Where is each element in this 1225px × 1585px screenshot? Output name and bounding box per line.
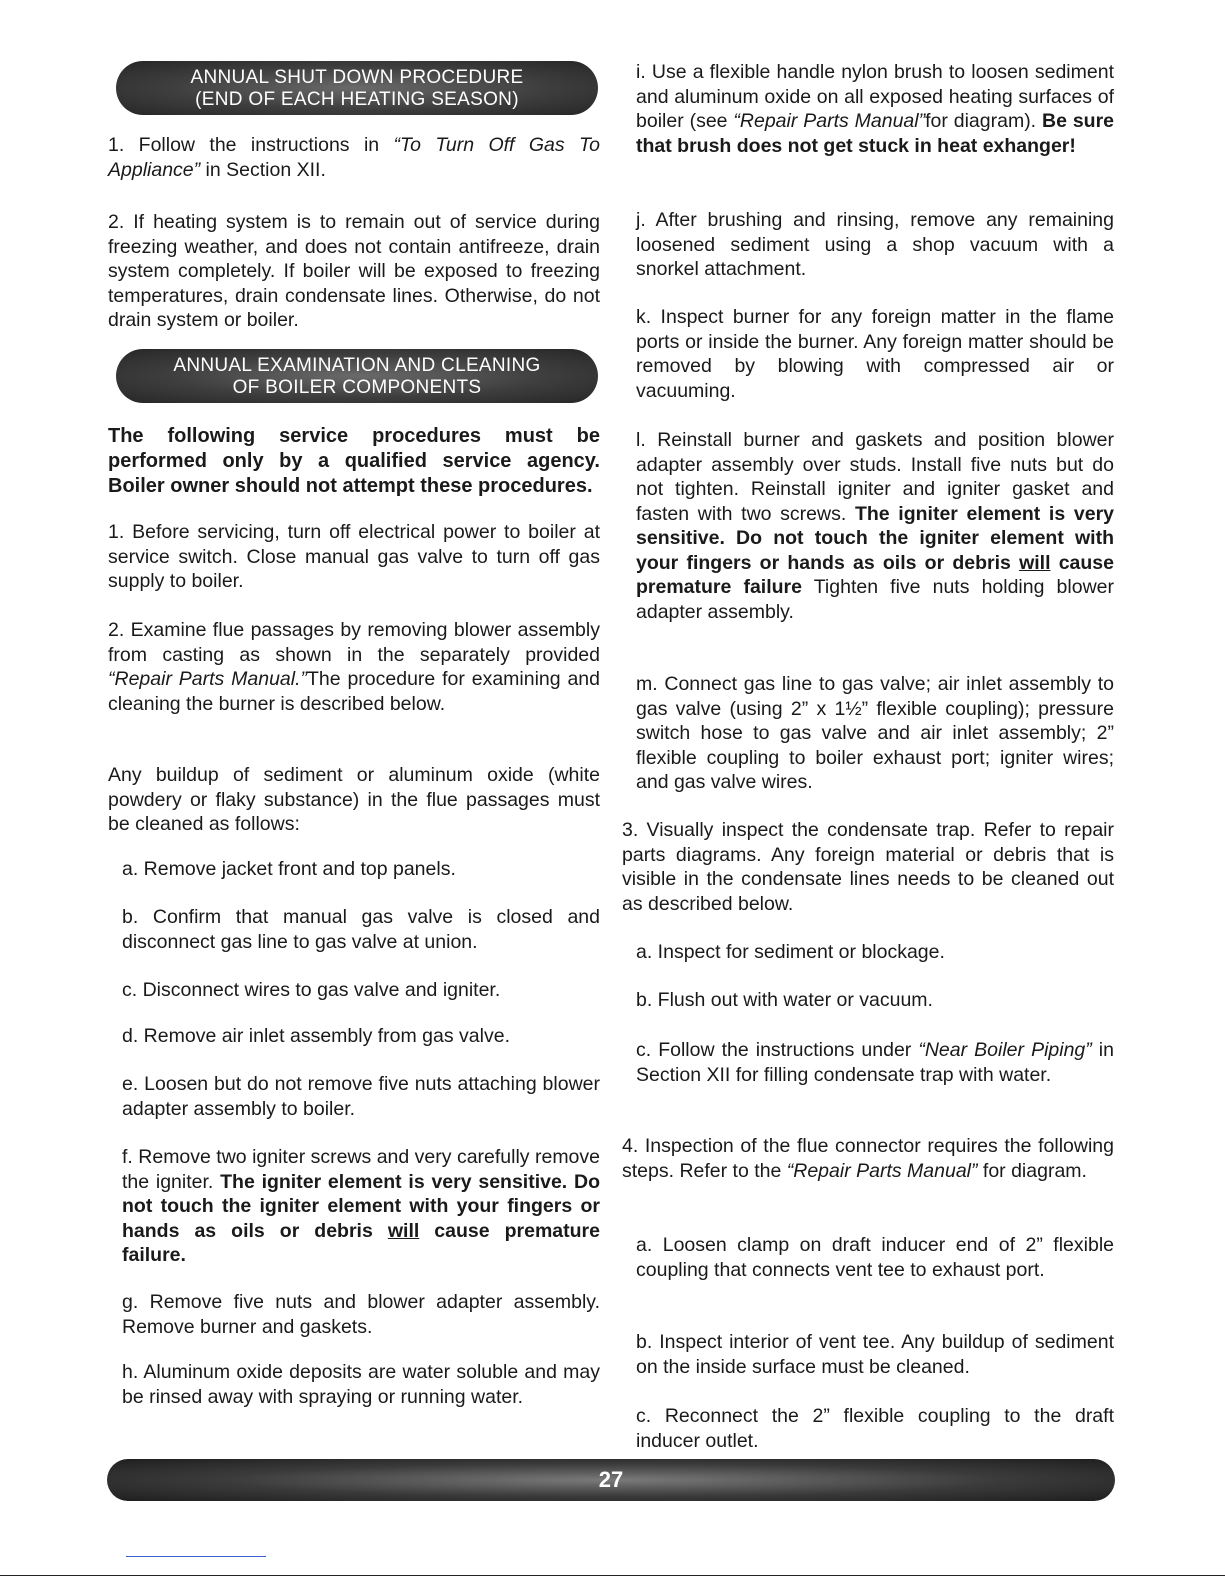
- step-g: g. Remove five nuts and blower adapter assembly. Remove burner and gaskets.: [122, 1291, 600, 1338]
- exam-step-2: 2. Examine flue passages by removing blower assembly from casting as shown in the separately provided “Repair Parts Manual.”The procedure for examining and cleaning the burner is described below.: [108, 619, 600, 715]
- divider: [126, 1556, 266, 1557]
- banner-line-1: ANNUAL EXAMINATION AND CLEANING: [173, 355, 541, 376]
- step-h: h. Aluminum oxide deposits are water soluble and may be rinsed away with spraying or running water.: [122, 1361, 600, 1408]
- step-b: b. Confirm that manual gas valve is closed and disconnect gas line to gas valve at union.: [122, 906, 600, 953]
- condensate-step-a: a. Inspect for sediment or blockage.: [636, 941, 945, 963]
- divider: [0, 1575, 1225, 1576]
- condensate-step-3: 3. Visually inspect the condensate trap. Refer to repair parts diagrams. Any foreign material or debris that is visible in the condensate lines needs to be cleaned out as described below.: [622, 819, 1114, 915]
- qualified-agency-warning: The following service procedures must be performed only by a qualified service agency. Boiler owner should not attempt these procedures.: [108, 425, 600, 497]
- shutdown-step-1: 1. Follow the instructions in “To Turn Off Gas To Appliance” in Section XII.: [108, 134, 601, 181]
- step-d: d. Remove air inlet assembly from gas valve.: [122, 1025, 510, 1047]
- step-i: i. Use a flexible handle nylon brush to loosen sediment and aluminum oxide on all exposed heating surfaces of boiler (see “Repair Parts Manual”for diagram). Be sure that brush does not get stuck in heat exhanger!: [636, 61, 1115, 157]
- step-c: c. Disconnect wires to gas valve and igniter.: [122, 979, 501, 1001]
- footer-bar: [107, 1459, 1115, 1501]
- banner-line-2: (END OF EACH HEATING SEASON): [195, 89, 519, 110]
- step-j: j. After brushing and rinsing, remove any remaining loosened sediment using a shop vacuum with a snorkel attachment.: [636, 209, 1114, 280]
- step-f: f. Remove two igniter screws and very carefully remove the igniter. The igniter element is very sensitive. Do not touch the igniter element with your fingers or hands as oils or debris will cause premature failure.: [122, 1146, 600, 1266]
- flue-step-b: b. Inspect interior of vent tee. Any buildup of sediment on the inside surface must be cleaned.: [636, 1331, 1114, 1378]
- flue-connector-step-4: 4. Inspection of the flue connector requires the following steps. Refer to the “Repair Parts Manual” for diagram.: [622, 1135, 1114, 1182]
- banner-line-1: ANNUAL SHUT DOWN PROCEDURE: [190, 67, 524, 88]
- step-k: k. Inspect burner for any foreign matter in the flame ports or inside the burner. Any foreign matter should be removed by blowing with compressed air or vacuuming.: [636, 306, 1114, 402]
- flue-step-c: c. Reconnect the 2” flexible coupling to the draft inducer outlet.: [636, 1405, 1114, 1452]
- shutdown-step-2: 2. If heating system is to remain out of service during freezing weather, and does not contain antifreeze, drain system completely. If boiler will be exposed to freezing temperatures, drain condensate lines. Otherwise, do not drain system or boiler.: [108, 211, 600, 331]
- flue-step-a: a. Loosen clamp on draft inducer end of 2” flexible coupling that connects vent tee to exhaust port.: [636, 1234, 1114, 1281]
- step-a: a. Remove jacket front and top panels.: [122, 858, 456, 880]
- section-banner-shutdown: [116, 61, 598, 115]
- page-number: 27: [598, 1467, 624, 1492]
- step-m: m. Connect gas line to gas valve; air inlet assembly to gas valve (using 2” x 1½” flexible coupling); pressure switch hose to gas valve and air inlet assembly; 2” flexible coupling to boiler exhaust port; igniter wires; and gas valve wires.: [636, 673, 1114, 793]
- condensate-step-b: b. Flush out with water or vacuum.: [636, 989, 933, 1011]
- banner-line-2: OF BOILER COMPONENTS: [232, 377, 482, 398]
- buildup-paragraph: Any buildup of sediment or aluminum oxide (white powdery or flaky substance) in the flue passages must be cleaned as follows:: [108, 764, 600, 835]
- exam-step-1: 1. Before servicing, turn off electrical power to boiler at service switch. Close manual gas valve to turn off gas supply to boiler.: [108, 521, 600, 592]
- step-l: l. Reinstall burner and gaskets and position blower adapter assembly over studs. Install five nuts but do not tighten. Reinstall igniter and igniter gasket and fasten with two screws. The igniter element is very sensitive. Do not touch the igniter element with your fingers or hands as oils or debris will cause premature failure Tighten five nuts holding blower adapter assembly.: [636, 429, 1115, 623]
- step-e: e. Loosen but do not remove five nuts attaching blower adapter assembly to boiler.: [122, 1073, 600, 1120]
- section-banner-examination: [116, 349, 598, 403]
- condensate-step-c: c. Follow the instructions under “Near Boiler Piping” in Section XII for filling condensate trap with water.: [636, 1039, 1114, 1086]
